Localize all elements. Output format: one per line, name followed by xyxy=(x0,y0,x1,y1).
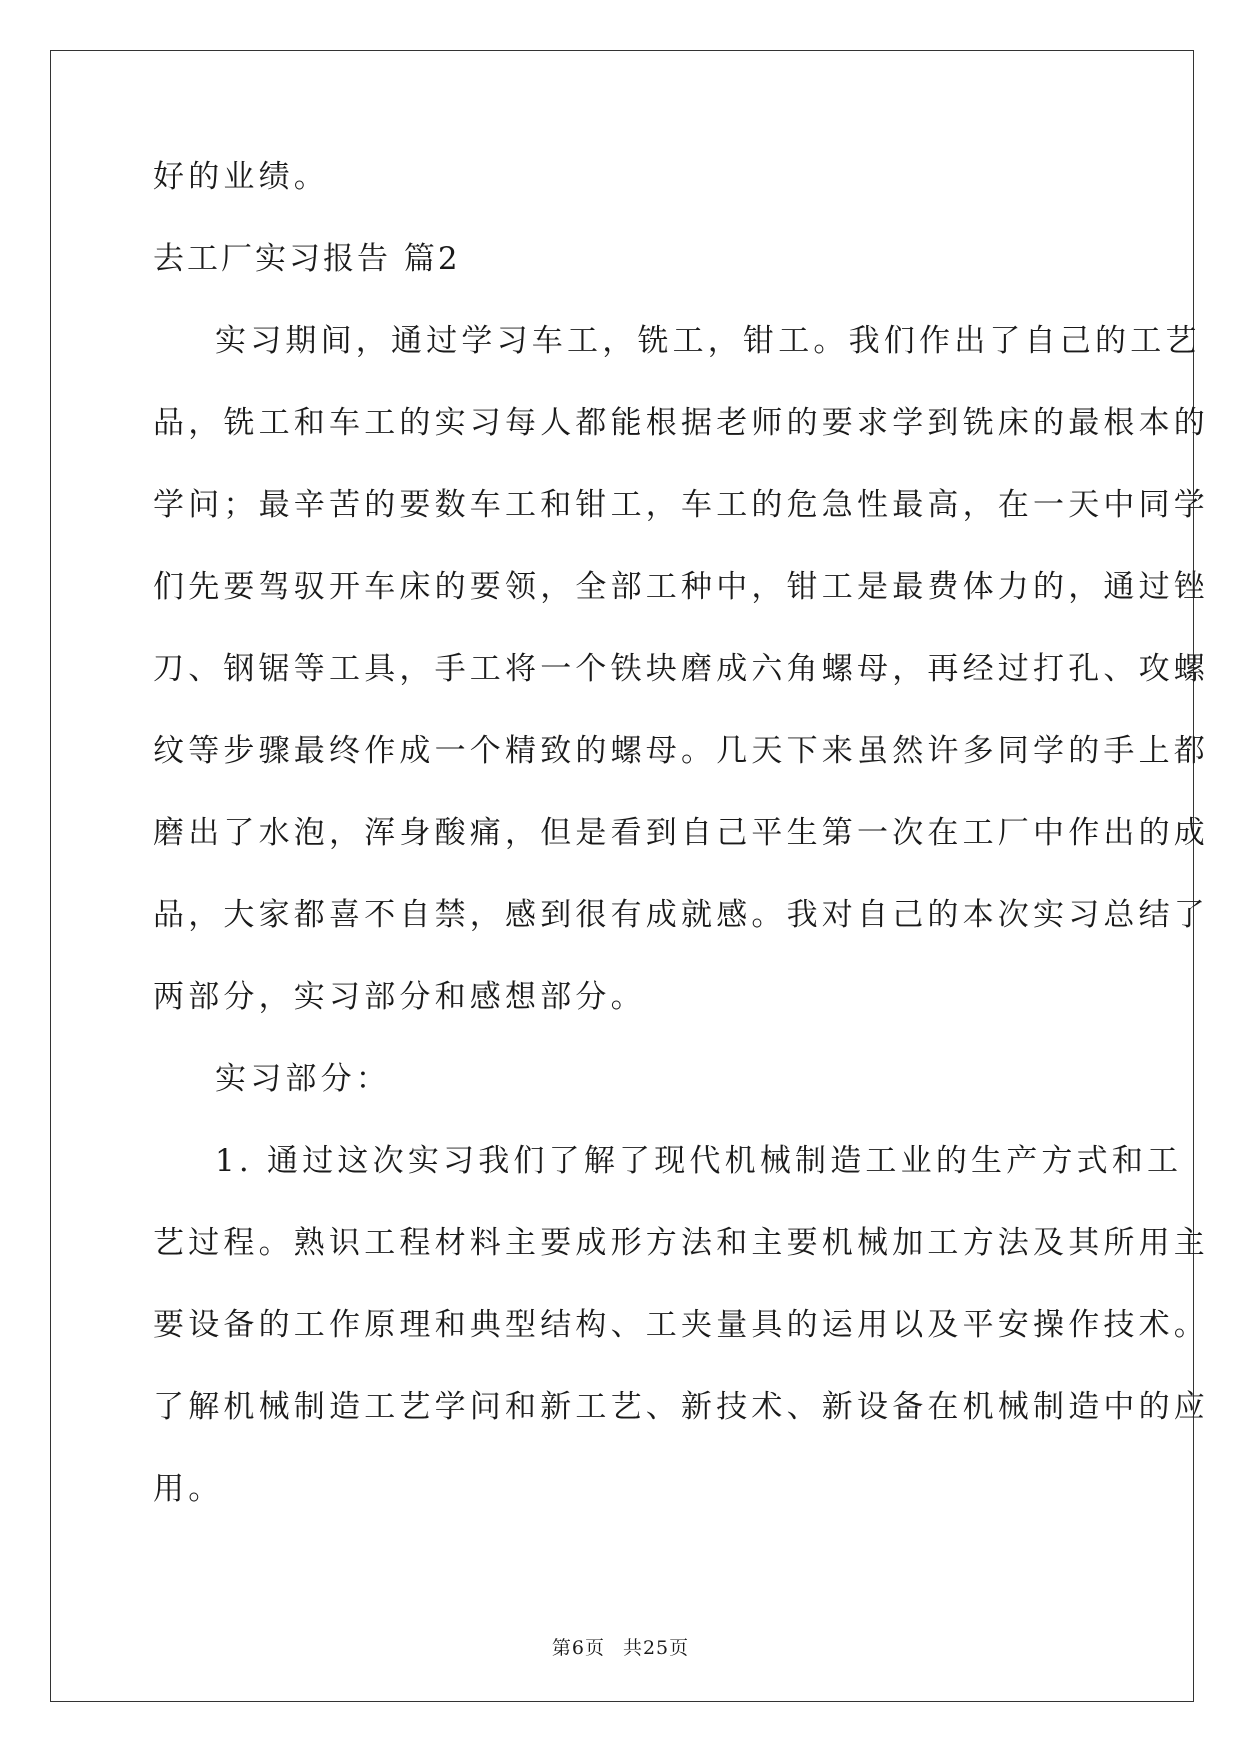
document-body xyxy=(153,157,1209,1551)
text-line: 用。 xyxy=(153,1471,224,1507)
text-line: 两部分，实习部分和感想部分。 xyxy=(153,979,646,1015)
text-line: 要设备的工作原理和典型结构、工夹量具的运用以及平安操作技术。 xyxy=(153,1307,1209,1343)
subsection-heading: 实习部分： xyxy=(215,1061,391,1097)
text-line: 品，大家都喜不自禁，感到很有成就感。我对自己的本次实习总结了 xyxy=(153,897,1209,933)
text-line: 品，铣工和车工的实习每人都能根据老师的要求学到铣床的最根本的 xyxy=(153,405,1209,441)
text-line: 刀、钢锯等工具，手工将一个铁块磨成六角螺母，再经过打孔、攻螺 xyxy=(153,651,1209,687)
text-line: 1. 通过这次实习我们了解了现代机械制造工业的生产方式和工 xyxy=(215,1143,1183,1179)
text-line: 磨出了水泡，浑身酸痛，但是看到自己平生第一次在工厂中作出的成 xyxy=(153,815,1209,851)
section-title: 去工厂实习报告 篇2 xyxy=(153,241,461,277)
text-line: 们先要驾驭开车床的要领，全部工种中，钳工是最费体力的，通过锉 xyxy=(153,569,1209,605)
total-pages-label: 共25页 xyxy=(622,1637,690,1659)
text-line: 了解机械制造工艺学问和新工艺、新技术、新设备在机械制造中的应 xyxy=(153,1389,1209,1425)
text-line: 好的业绩。 xyxy=(153,159,329,195)
text-line: 实习期间，通过学习车工，铣工，钳工。我们作出了自己的工艺 xyxy=(215,323,1201,359)
page-footer xyxy=(0,1633,1241,1660)
text-line: 艺过程。熟识工程材料主要成形方法和主要机械加工方法及其所用主 xyxy=(153,1225,1209,1261)
current-page-label: 第6页 xyxy=(551,1637,605,1659)
text-line: 纹等步骤最终作成一个精致的螺母。几天下来虽然许多同学的手上都 xyxy=(153,733,1209,769)
text-line: 学问；最辛苦的要数车工和钳工，车工的危急性最高，在一天中同学 xyxy=(153,487,1209,523)
